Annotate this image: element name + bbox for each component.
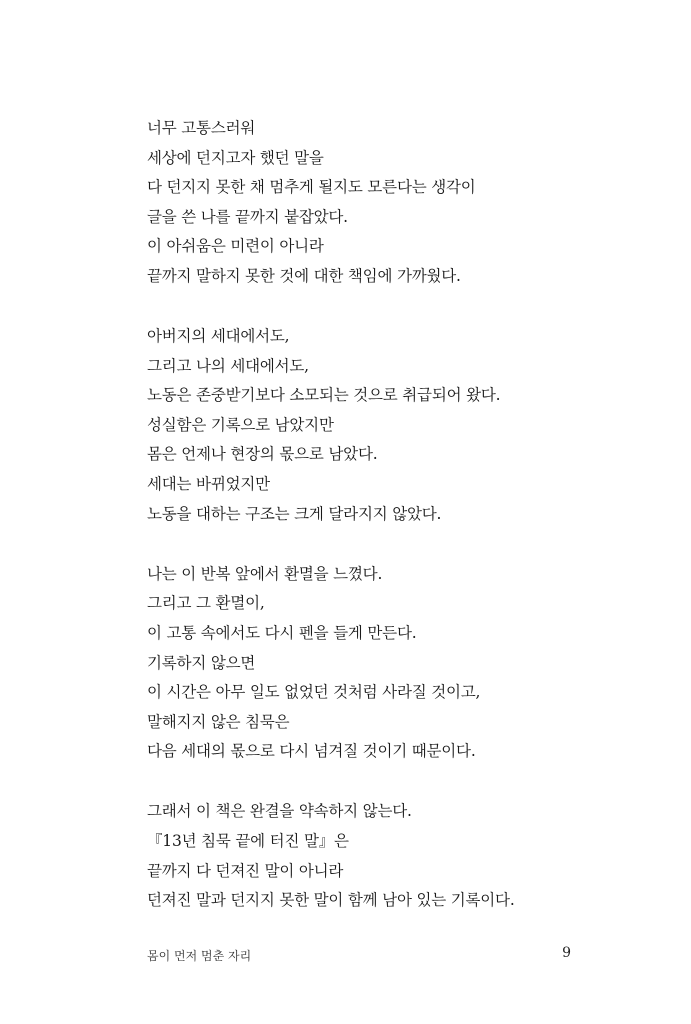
text-line: 노동은 존중받기보다 소모되는 것으로 취급되어 왔다.: [147, 386, 501, 405]
text-line: 끝까지 말하지 못한 것에 대한 책임에 가까웠다.: [147, 266, 461, 285]
text-line: 다음 세대의 몫으로 다시 넘겨질 것이기 때문이다.: [147, 742, 476, 761]
body-text: [147, 114, 647, 946]
text-line: 그리고 그 환멸이,: [147, 594, 265, 613]
text-line: 성실함은 기록으로 남았지만: [147, 415, 334, 434]
text-line: 이 아쉬움은 미련이 아니라: [147, 237, 324, 256]
text-line: 그래서 이 책은 완결을 약속하지 않는다.: [147, 802, 412, 821]
text-line: 아버지의 세대에서도,: [147, 327, 290, 346]
text-line: 던져진 말과 던지지 못한 말이 함께 남아 있는 기록이다.: [147, 891, 515, 910]
text-line: 너무 고통스러워: [147, 119, 256, 137]
text-line: 나는 이 반복 앞에서 환멸을 느꼈다.: [147, 564, 383, 583]
text-line: 세대는 바뀌었지만: [147, 475, 270, 494]
text-line: 글을 쓴 나를 끝까지 붙잡았다.: [147, 207, 348, 226]
paragraph-1: [147, 114, 647, 292]
running-footer-title: 몸이 먼저 멈춘 자리: [147, 949, 252, 963]
text-line: 끝까지 다 던져진 말이 아니라: [147, 861, 344, 880]
text-line: 몸은 언제나 현장의 몫으로 남았다.: [147, 445, 378, 464]
text-line: 이 고통 속에서도 다시 펜을 들게 만든다.: [147, 623, 417, 642]
paragraph-3: [147, 560, 647, 767]
text-line: 이 시간은 아무 일도 없었던 것처럼 사라질 것이고,: [147, 683, 481, 702]
text-line: 노동을 대하는 구조는 크게 달라지지 않았다.: [147, 504, 442, 523]
text-line: 세상에 던지고자 했던 말을: [147, 148, 324, 167]
text-line: 기록하지 않으면: [147, 653, 256, 672]
paragraph-2: [147, 322, 647, 529]
text-line: 말해지지 않은 침묵은: [147, 712, 290, 731]
paragraph-4: [147, 797, 647, 915]
text-line: 『13년 침묵 끝에 터진 말』은: [147, 831, 349, 850]
text-line: 다 던지지 못한 채 멈추게 될지도 모른다는 생각이: [147, 178, 476, 197]
text-line: 그리고 나의 세대에서도,: [147, 356, 309, 375]
page-number: 9: [562, 945, 571, 961]
